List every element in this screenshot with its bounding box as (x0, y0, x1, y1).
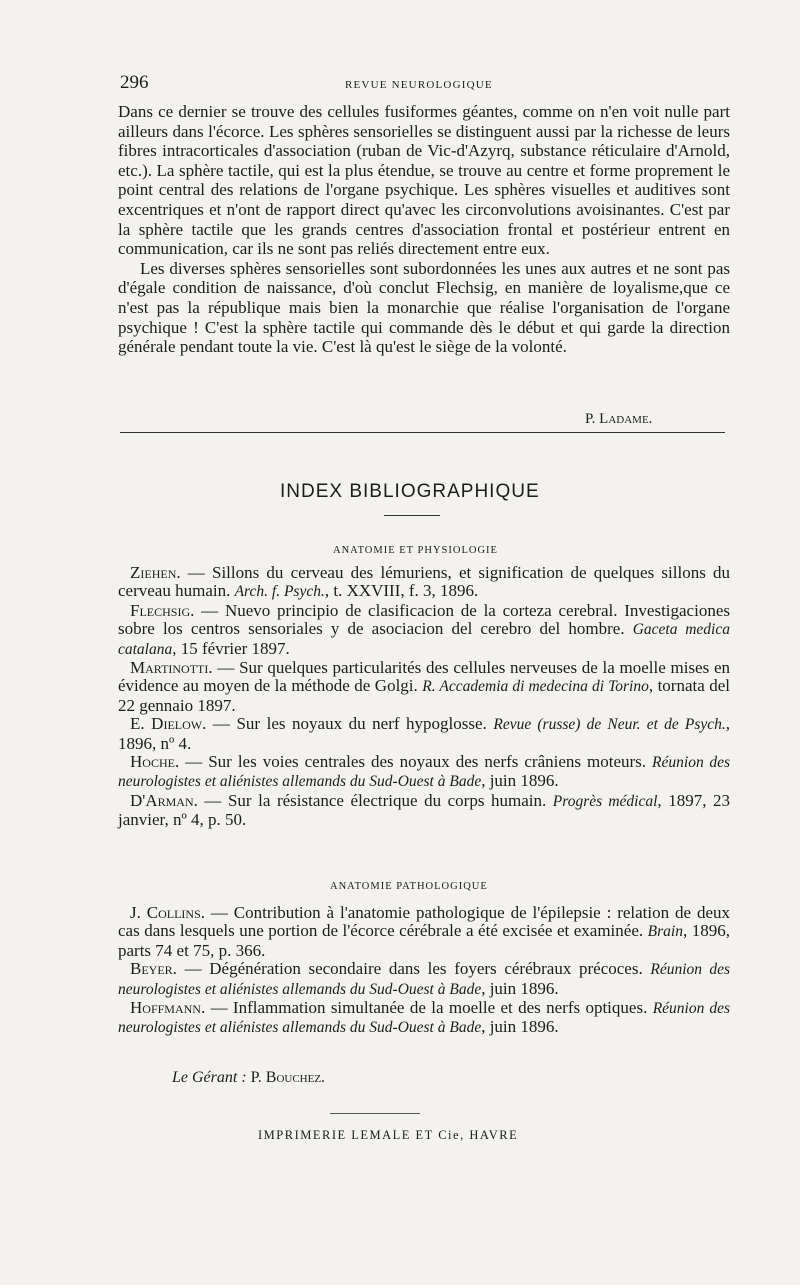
reference-source: Arch. f. Psych. (234, 583, 325, 601)
reference-entry (118, 715, 730, 753)
reference-details: , 1896, parts 74 et 75, p. 366. (118, 921, 730, 960)
reference-title: — Sur la résistance électrique du corps humain. (197, 790, 553, 810)
reference-author: Martinotti. (130, 658, 213, 678)
reference-details: , juin 1896. (481, 978, 559, 998)
reference-title: — Sur quelques particularités des cellules nerveuses de la moelle mises en évidence au moyen de la méthode de Golgi. (118, 658, 730, 696)
reference-author: Hoffmann. (130, 998, 206, 1018)
page-number: 296 (120, 72, 149, 93)
printer-divider (330, 1113, 420, 1114)
title-underline (384, 515, 440, 516)
reference-details: , juin 1896. (481, 771, 559, 791)
reference-entry (118, 564, 730, 602)
reference-entry (118, 792, 730, 830)
reference-entry (118, 960, 730, 999)
reference-source: Gaceta medica catalana (118, 621, 730, 658)
journal-title: REVUE NEUROLOGIQUE (345, 79, 493, 91)
section-heading-anatomie-physiologie: ANATOMIE ET PHYSIOLOGIE (333, 545, 498, 556)
reference-list-anatomie-physiologie (118, 564, 730, 830)
reference-title: — Inflammation simultanée de la moelle et des nerfs optiques. (205, 998, 653, 1018)
reference-entry (118, 999, 730, 1038)
gerant-name: P. Bouchez. (250, 1069, 326, 1086)
reference-author: E. Dielow. (130, 714, 207, 734)
review-text (118, 102, 730, 357)
reference-source: Réunion des neurologistes et aliénistes allemands du Sud-Ouest à Bade (118, 754, 730, 791)
reference-entry (118, 753, 730, 792)
reference-entry (118, 602, 730, 659)
review-signature: P. Ladame. (585, 411, 653, 427)
review-paragraph: Dans ce dernier se trouve des cellules fusiformes géantes, comme on n'en voit nulle part ailleurs dans l'écorce. Les sphères sensorielles se distinguent aussi par la richesse de leurs fibres intracorticales d'association (ruban de Vic-d'Azyrq, substance réticulaire d'Arnold, etc.). La sphère tactile, qui est la plus étendue, se trouve au centre et forme proprement le point central des relations de l'organe psychique. Les sphères visuelles et auditives sont excentriques et n'ont de rapport direct qu'avec les circonvolutions avoisinantes. C'est par la sphère tactile que les grands centres d'association frontal et postérieur entrent en communication, car ils ne sont pas reliés directement entre eux. (118, 102, 730, 259)
reference-list-anatomie-pathologique (118, 904, 730, 1038)
reference-author: Beyer. (130, 959, 177, 979)
reference-title: — Dégénération secondaire dans les foyers cérébraux précoces. (176, 959, 651, 979)
reference-entry (118, 904, 730, 960)
reference-source: R. Accademia di medecina di Torino (422, 678, 649, 696)
reference-details: , 15 février 1897. (172, 638, 290, 658)
section-heading-anatomie-pathologique: ANATOMIE PATHOLOGIQUE (330, 881, 488, 892)
reference-source: Revue (russe) de Neur. et de Psych. (493, 716, 726, 734)
reference-source: Réunion des neurologistes et aliénistes allemands du Sud-Ouest à Bade (118, 961, 730, 998)
index-title: INDEX BIBLIOGRAPHIQUE (280, 481, 540, 502)
running-head (120, 72, 730, 96)
reference-entry (118, 659, 730, 715)
printer-imprint: IMPRIMERIE LEMALE ET Cie, HAVRE (258, 1128, 519, 1142)
reference-title: — Contribution à l'anatomie pathologique de l'épilepsie : relation de deux cas dans lesquels une portion de l'écorce cérébrale a été excisée et examinée. (118, 903, 730, 941)
reference-author: D'Arman. (130, 790, 198, 810)
gerant-label: Le Gérant : (172, 1069, 247, 1086)
reference-details: , tornata del 22 gennaio 1897. (118, 676, 731, 715)
reference-title: — Nuevo principio de clasificacion de la corteza cerebral. Investigaciones sobre los centros sensoriales y de asociacion del cerebro del hombre. (118, 600, 730, 639)
section-divider (120, 432, 725, 433)
reference-author: Ziehen. (130, 563, 181, 582)
review-paragraph: Les diverses sphères sensorielles sont subordonnées les unes aux autres et ne sont pas d'égale condition de naissance, d'où conclut Flechsig, en manière de loyalisme,que ce n'est pas la république mais bien la monarchie que réalise l'organisation de l'organe psychique ! C'est la sphère tactile qui commande dès le début et qui garde la direction générale pendant toute la vie. C'est là qu'est le siège de la volonté. (118, 258, 730, 357)
reference-details: , 1896, nº 4. (118, 714, 730, 753)
reference-author: J. Collins. (130, 903, 205, 922)
reference-title: — Sur les noyaux du nerf hypoglosse. (206, 714, 494, 734)
reference-details: , juin 1896. (481, 1017, 559, 1037)
reference-author: Hoche. (130, 752, 180, 772)
reference-source: Progrès médical (552, 792, 658, 810)
reference-source: Réunion des neurologistes et aliénistes allemands du Sud-Ouest à Bade (118, 1000, 730, 1037)
reference-details: , t. XXVIII, f. 3, 1896. (324, 581, 479, 601)
reference-title: — Sillons du cerveau des lémuriens, et signification de quelques sillons du cerveau humain. (118, 563, 730, 601)
reference-title: — Sur les voies centrales des noyaux des nerfs crâniens moteurs. (179, 752, 653, 772)
reference-author: Flechsig. (130, 600, 195, 620)
reference-details: , 1897, 23 janvier, nº 4, p. 50. (118, 790, 731, 830)
reference-source: Brain (647, 923, 683, 941)
gerant-line (172, 1069, 325, 1087)
